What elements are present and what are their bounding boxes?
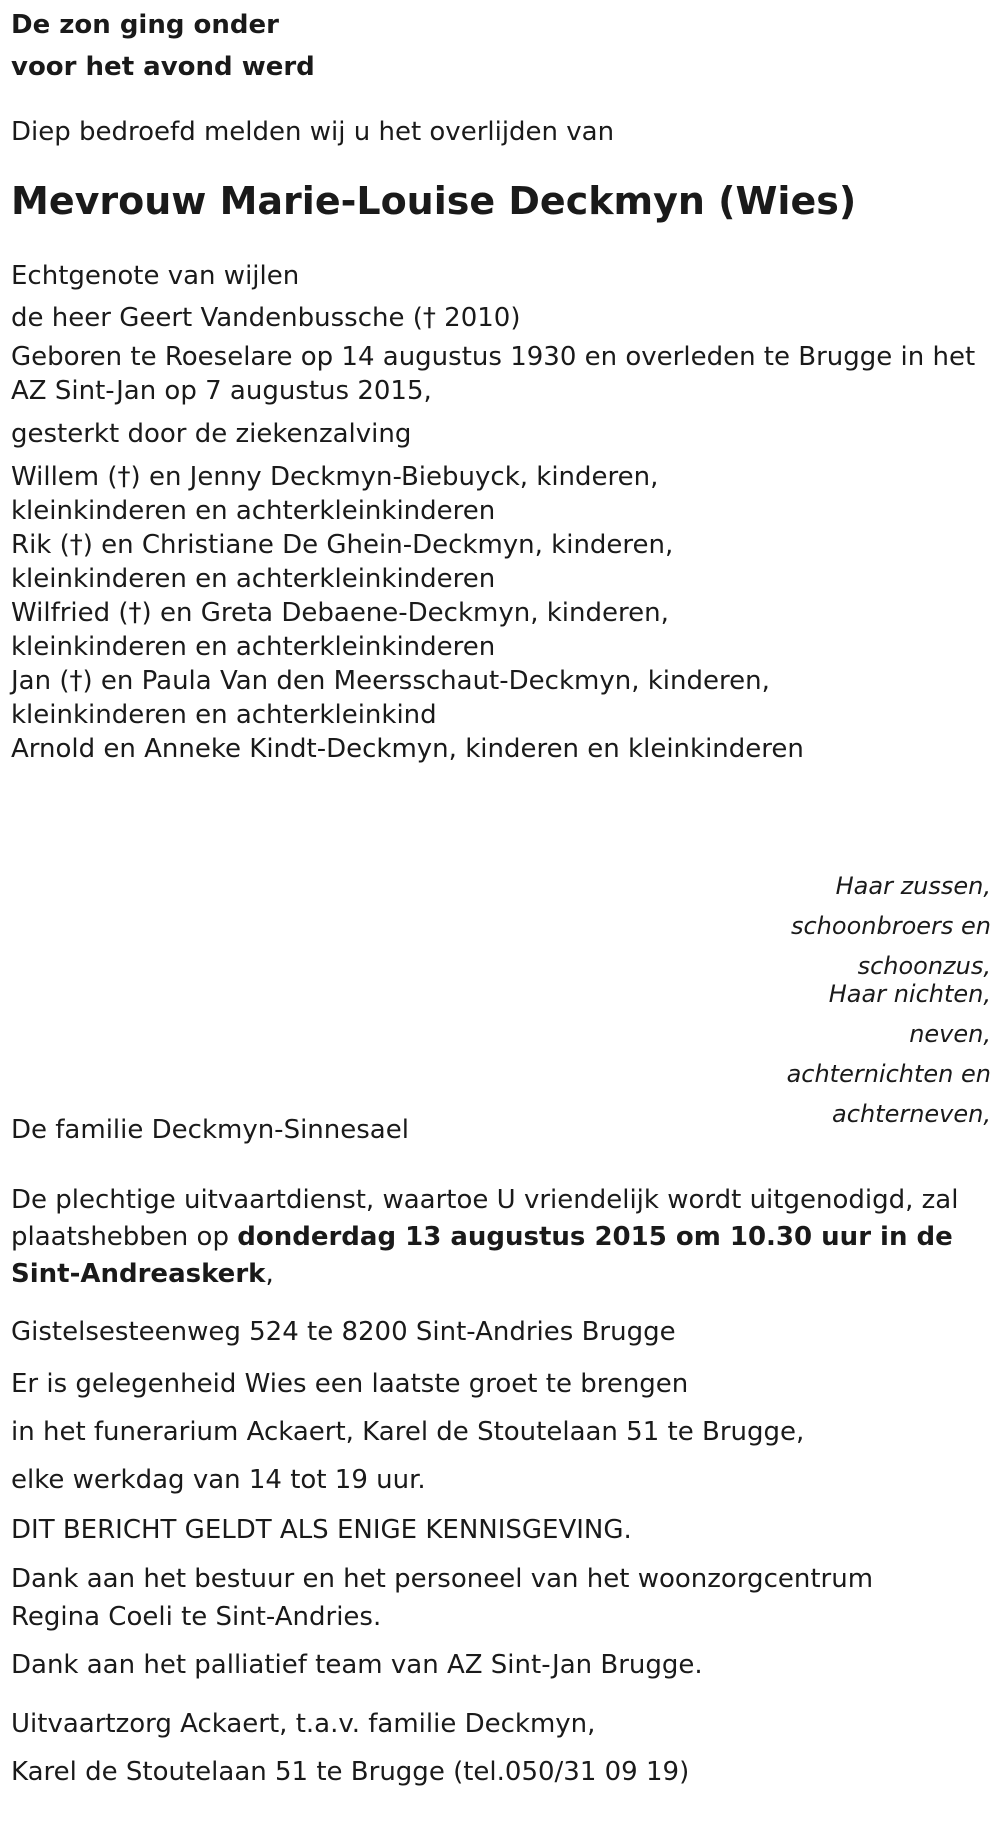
funeral-line-3-suffix: , (265, 1259, 274, 1289)
birth-death-info (11, 340, 975, 408)
relatives-line: Haar zussen, (835, 872, 991, 900)
relatives-line: achterneven, (832, 1100, 991, 1128)
visitation-line-1: Er is gelegenheid Wies een laatste groet te brengen (11, 1369, 689, 1399)
birth-death-line-1: Geboren te Roeselare op 14 augustus 1930 en overleden te Brugge in het (11, 342, 976, 372)
child-entry-line: kleinkinderen en achterkleinkinderen (11, 496, 496, 526)
sacrament-text: gesterkt door de ziekenzalving (11, 419, 412, 449)
funeral-church: Sint-Andreaskerk (11, 1259, 266, 1289)
funeral-line-1: De plechtige uitvaartdienst, waartoe U vriendelijk wordt uitgenodigd, zal (11, 1185, 959, 1215)
child-entry-line: Willem (†) en Jenny Deckmyn-Biebuyck, kinderen, (11, 462, 659, 492)
relatives-nieces (787, 974, 991, 1134)
children-list (11, 460, 804, 766)
relatives-line: schoonzus, (857, 952, 991, 980)
child-entry-line: Rik (†) en Christiane De Ghein-Deckmyn, kinderen, (11, 530, 674, 560)
funeral-line-2 (11, 1219, 958, 1256)
birth-death-line-2: AZ Sint-Jan op 7 augustus 2015, (11, 376, 432, 406)
child-entry-line: kleinkinderen en achterkleinkinderen (11, 564, 496, 594)
opening-line-1: De zon ging onder (11, 10, 279, 40)
visitation-line-3: elke werkdag van 14 tot 19 uur. (11, 1465, 426, 1495)
child-entry-line: kleinkinderen en achterkleinkind (11, 700, 437, 730)
undertaker-info (11, 1700, 689, 1796)
funeral-line-2-prefix: plaatshebben op (11, 1222, 238, 1252)
spouse-info (11, 256, 520, 338)
visitation-line-2: in het funerarium Ackaert, Karel de Stoutelaan 51 te Brugge, (11, 1417, 805, 1447)
thanks-line-1: Dank aan het bestuur en het personeel van het woonzorgcentrum (11, 1564, 874, 1594)
thanks-line-2: Regina Coeli te Sint-Andries. (11, 1602, 382, 1632)
notice-text: DIT BERICHT GELDT ALS ENIGE KENNISGEVING. (11, 1515, 632, 1545)
thanks-section (11, 1560, 873, 1684)
relatives-line: Haar nichten, (828, 980, 991, 1008)
deceased-name: Mevrouw Marie-Louise Deckmyn (Wies) (11, 179, 857, 223)
child-entry-line: kleinkinderen en achterkleinkinderen (11, 632, 496, 662)
undertaker-line-2: Karel de Stoutelaan 51 te Brugge (tel.050/31 09 19) (11, 1757, 690, 1787)
relatives-sisters (791, 866, 991, 986)
relatives-line: achternichten en (786, 1060, 991, 1088)
family-signature: De familie Deckmyn-Sinnesael (11, 1115, 409, 1145)
opening-verse (11, 0, 315, 92)
church-address: Gistelsesteenweg 524 te 8200 Sint-Andries Brugge (11, 1317, 676, 1347)
thanks-line-3: Dank aan het palliatief team van AZ Sint-Jan Brugge. (11, 1650, 703, 1680)
relatives-line: schoonbroers en (790, 912, 991, 940)
funeral-info (11, 1182, 958, 1293)
relatives-line: neven, (909, 1020, 991, 1048)
undertaker-line-1: Uitvaartzorg Ackaert, t.a.v. familie Deckmyn, (11, 1709, 596, 1739)
spouse-line-2: de heer Geert Vandenbussche († 2010) (11, 303, 521, 333)
funeral-date-time: donderdag 13 augustus 2015 om 10.30 uur in de (237, 1222, 953, 1252)
spouse-line-1: Echtgenote van wijlen (11, 261, 300, 291)
visitation-info (11, 1360, 804, 1504)
funeral-line-3 (11, 1256, 958, 1293)
intro-text: Diep bedroefd melden wij u het overlijden van (11, 117, 615, 147)
opening-line-2: voor het avond werd (11, 52, 315, 82)
child-entry-line: Wilfried (†) en Greta Debaene-Deckmyn, kinderen, (11, 598, 669, 628)
child-entry-line: Jan (†) en Paula Van den Meersschaut-Deckmyn, kinderen, (11, 666, 770, 696)
child-entry-line: Arnold en Anneke Kindt-Deckmyn, kinderen en kleinkinderen (11, 734, 804, 764)
